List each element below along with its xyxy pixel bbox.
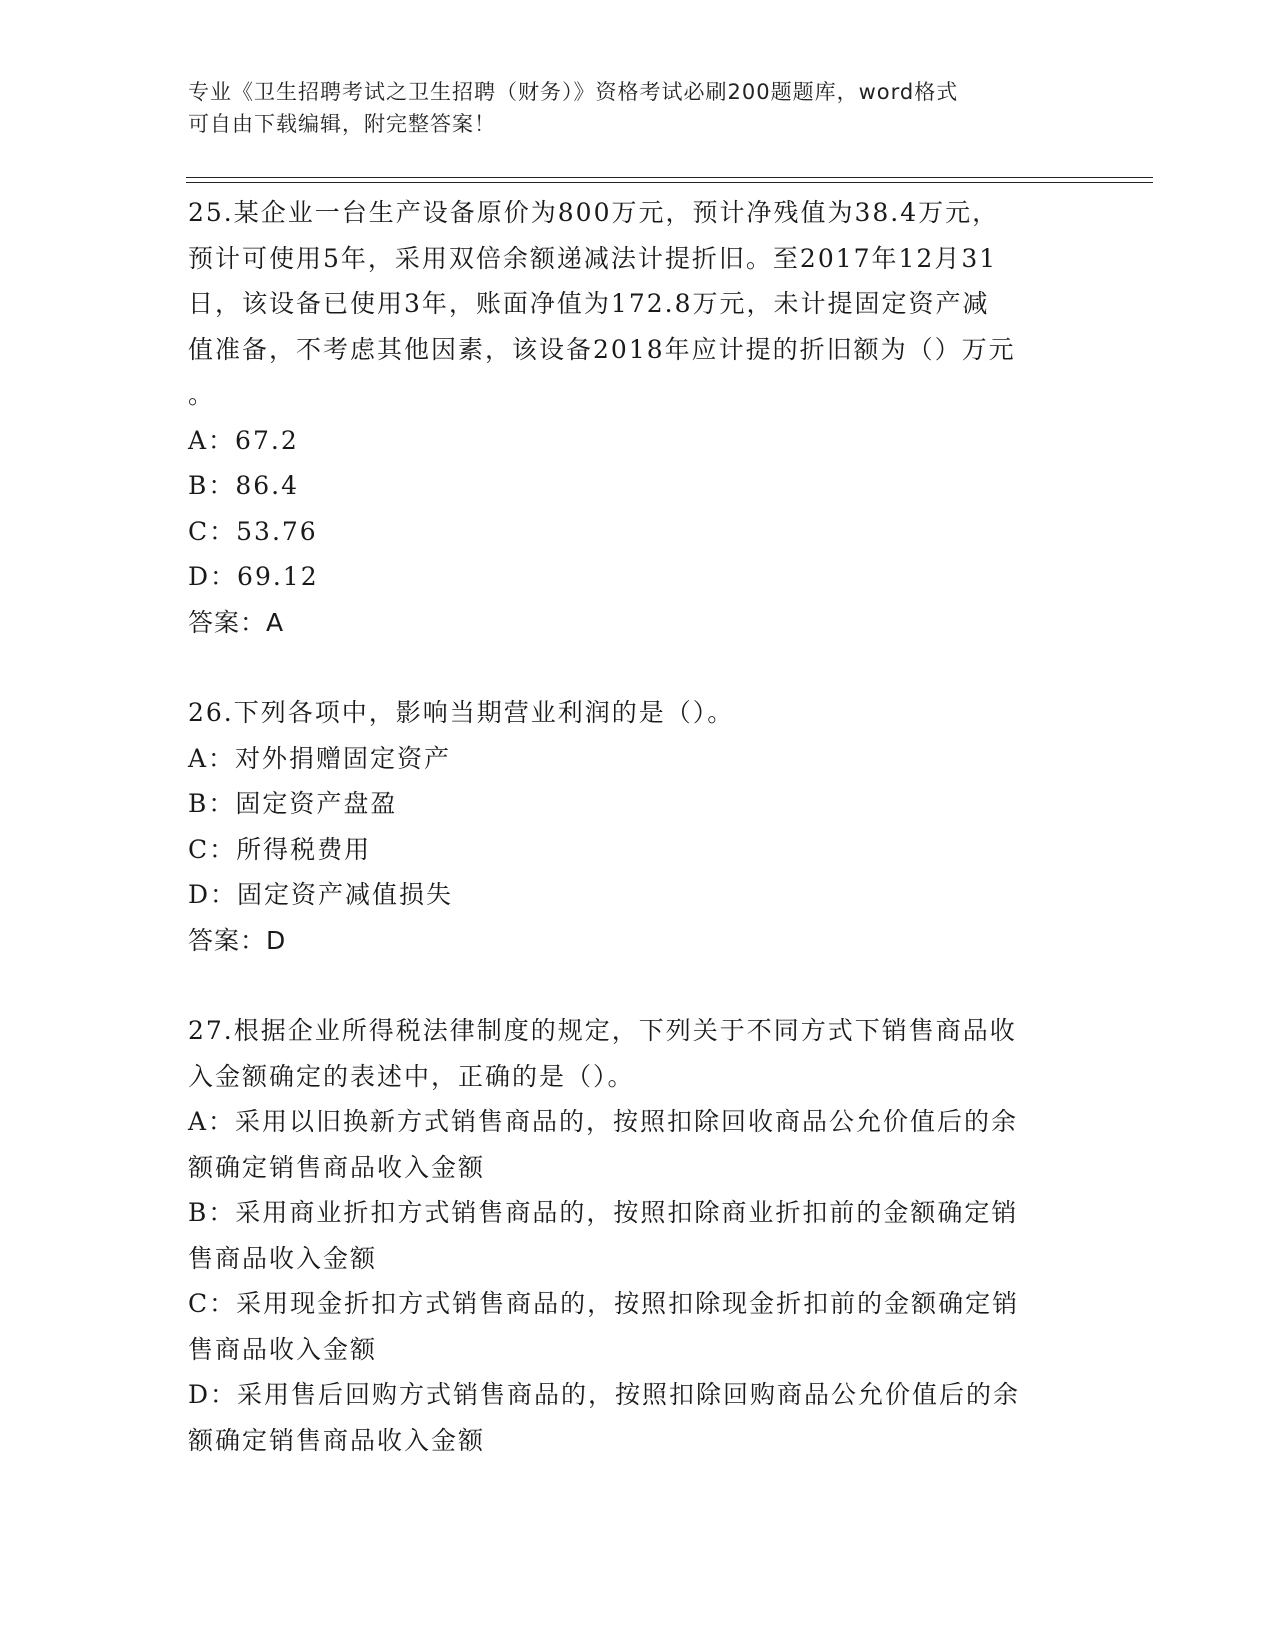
document-header (188, 76, 1088, 140)
option-line: 售商品收入金额 (188, 1243, 378, 1273)
option-d: D：固定资产减值损失 (188, 880, 454, 909)
option-b: B：86.4 (188, 471, 300, 500)
question-stem-line: 26.下列各项中，影响当期营业利润的是（）。 (188, 698, 735, 727)
question-26 (188, 690, 1088, 963)
question-stem (188, 190, 1088, 418)
answer-line: 答案：D (188, 925, 287, 955)
option-c: C：所得税费用 (188, 834, 372, 864)
option-b (188, 1190, 1088, 1281)
question-stem-line: 25.某企业一台生产设备原价为800万元，预计净残值为38.4万元， (188, 198, 1000, 227)
option-a: A：对外捐赠固定资产 (188, 743, 452, 773)
option-line: B：采用商业折扣方式销售商品的，按照扣除商业折扣前的金额确定销 (188, 1198, 1019, 1227)
option-line: 额确定销售商品收入金额 (188, 1425, 486, 1455)
option-line: 售商品收入金额 (188, 1334, 378, 1364)
option-c (188, 1281, 1088, 1372)
question-stem-line: 入金额确定的表述中，正确的是（）。 (188, 1061, 635, 1091)
question-25 (188, 190, 1088, 645)
option-a: A：67.2 (188, 425, 299, 455)
question-list (188, 190, 1088, 1463)
option-line: C：采用现金折扣方式销售商品的，按照扣除现金折扣前的金额确定销 (188, 1289, 1020, 1318)
header-line: 可自由下载编辑，附完整答案！ (188, 112, 496, 136)
option-line: 额确定销售商品收入金额 (188, 1152, 486, 1182)
option-b: B：固定资产盘盈 (188, 789, 398, 818)
question-stem-line: 27.根据企业所得税法律制度的规定，下列关于不同方式下销售商品收 (188, 1016, 1017, 1045)
question-stem (188, 1008, 1088, 1099)
option-d: D：69.12 (188, 562, 319, 591)
option-c: C：53.76 (188, 516, 318, 546)
answer-line: 答案：A (188, 607, 285, 637)
question-stem (188, 690, 1088, 736)
header-divider (186, 182, 1153, 183)
option-line: A：采用以旧换新方式销售商品的，按照扣除回收商品公允价值后的余 (188, 1107, 1019, 1136)
header-line: 专业《卫生招聘考试之卫生招聘（财务）》资格考试必刷200题题库，word格式 (188, 80, 959, 104)
question-stem-line: 值准备，不考虑其他因素，该设备2018年应计提的折旧额为（）万元 (188, 334, 1016, 364)
question-27 (188, 1008, 1088, 1463)
header-divider (186, 177, 1153, 178)
option-a (188, 1099, 1088, 1190)
option-line: D：采用售后回购方式销售商品的，按照扣除回购商品公允价值后的余 (188, 1380, 1021, 1409)
question-stem-line: 。 (188, 380, 216, 409)
question-stem-line: 日，该设备已使用3年，账面净值为172.8万元，未计提固定资产减 (188, 289, 990, 318)
question-stem-line: 预计可使用5年，采用双倍余额递减法计提折旧。至2017年12月31 (188, 243, 998, 273)
option-d (188, 1372, 1088, 1463)
